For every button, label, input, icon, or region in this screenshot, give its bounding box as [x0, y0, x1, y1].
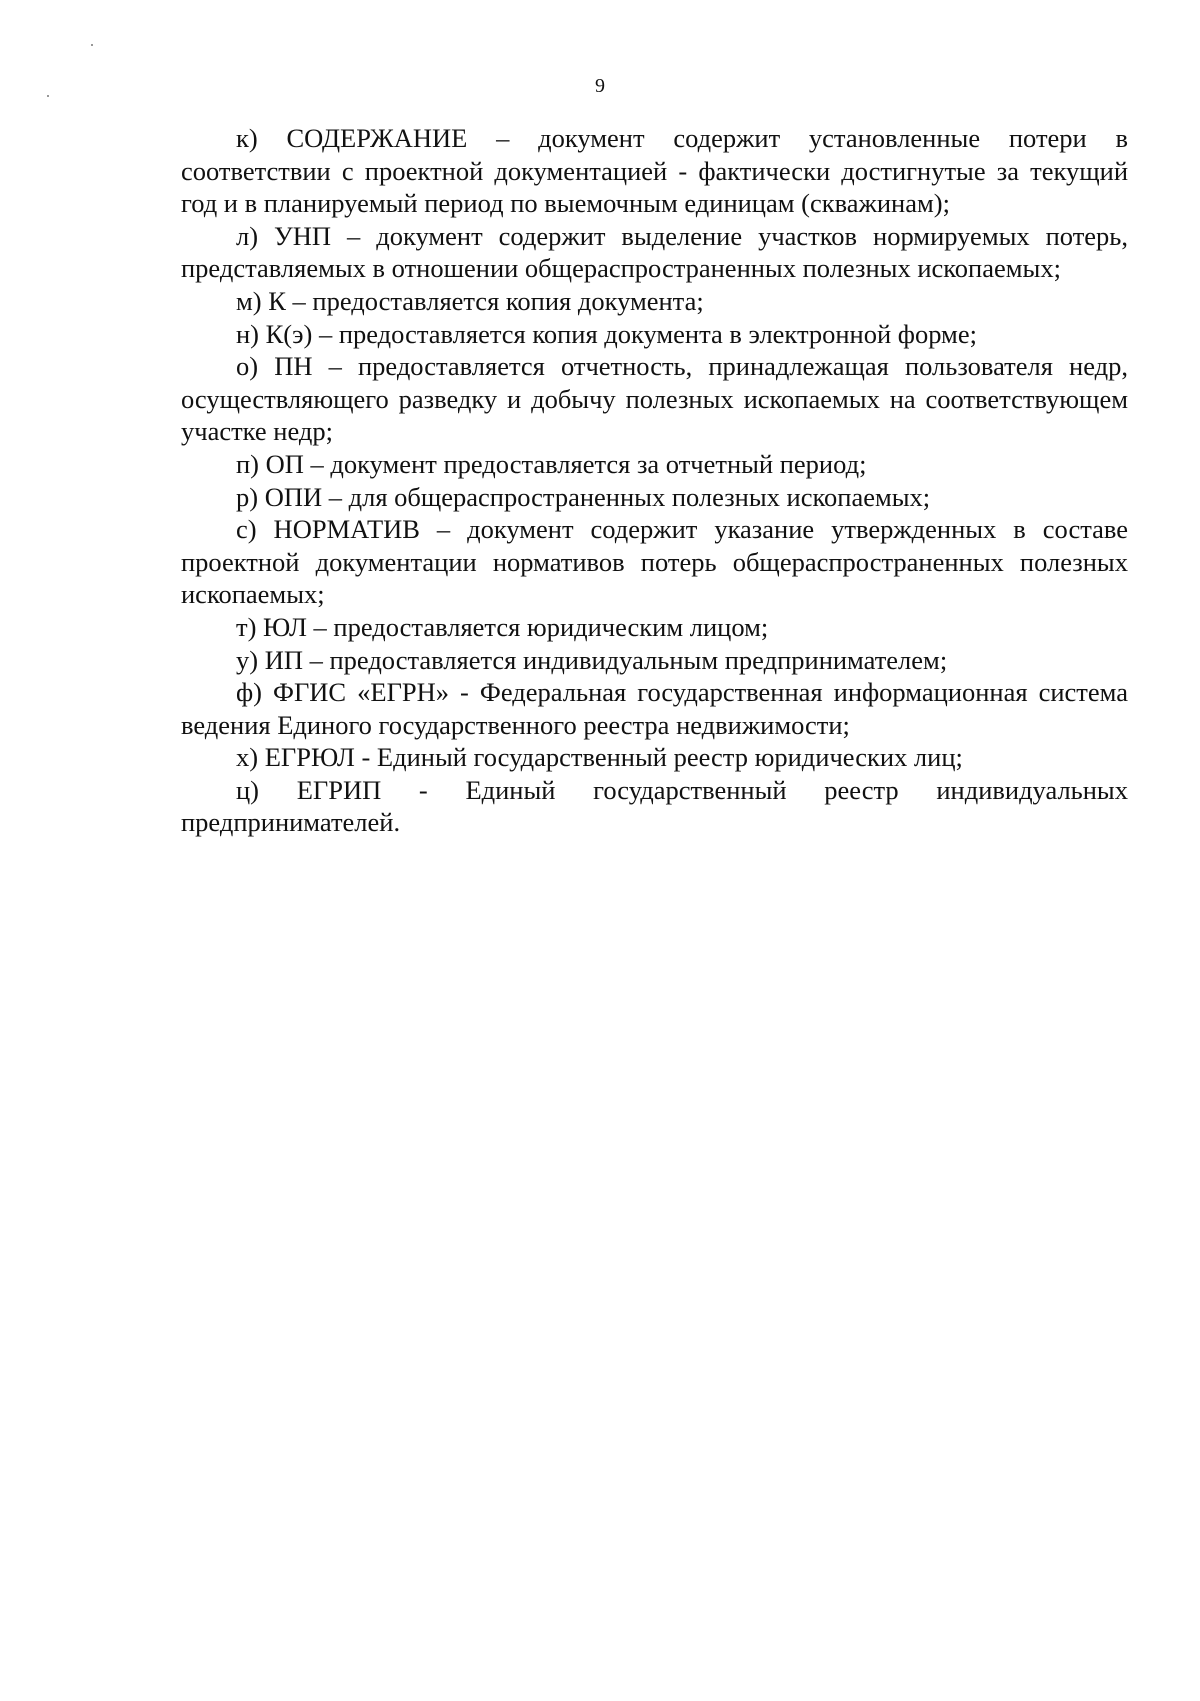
definition-item: л) УНП – документ содержит выделение участков нормируемых потерь, представляемых в отношении общераспространенных полезных ископаемых; — [181, 220, 1128, 284]
page-number: 9 — [595, 75, 605, 97]
definition-item: х) ЕГРЮЛ - Единый государственный реестр юридических лиц; — [236, 742, 963, 773]
definition-item: ф) ФГИС «ЕГРН» - Федеральная государственная информационная система ведения Единого государственного реестра недвижимости; — [181, 677, 1128, 740]
definition-item: п) ОП – документ предоставляется за отчетный период; — [236, 448, 867, 479]
definition-item: о) ПН – предоставляется отчетность, принадлежащая пользователя недр, осуществляющего разведку и добычу полезных ископаемых на соответствующем участке недр; — [181, 351, 1128, 447]
definition-item: т) ЮЛ – предоставляется юридическим лицом; — [236, 611, 769, 642]
scan-speck — [91, 44, 93, 46]
definition-item: у) ИП – предоставляется индивидуальным предпринимателем; — [236, 644, 948, 675]
definitions-list — [181, 122, 1128, 839]
definition-item: ц) ЕГРИП - Единый государственный реестр индивидуальных предпринимателей. — [181, 774, 1128, 838]
definition-item: н) К(э) – предоставляется копия документа в электронной форме; — [236, 318, 977, 349]
definition-item: с) НОРМАТИВ – документ содержит указание утвержденных в составе проектной документации нормативов потерь общераспространенных полезных ископаемых; — [181, 514, 1128, 610]
definition-item: м) К – предоставляется копия документа; — [236, 285, 704, 316]
definition-item: к) СОДЕРЖАНИЕ – документ содержит установленные потери в соответствии с проектной документацией - фактически достигнутые за текущий год и в планируемый период по выемочным единицам (скважинам); — [181, 123, 1128, 219]
definition-item: р) ОПИ – для общераспространенных полезных ископаемых; — [236, 481, 931, 512]
